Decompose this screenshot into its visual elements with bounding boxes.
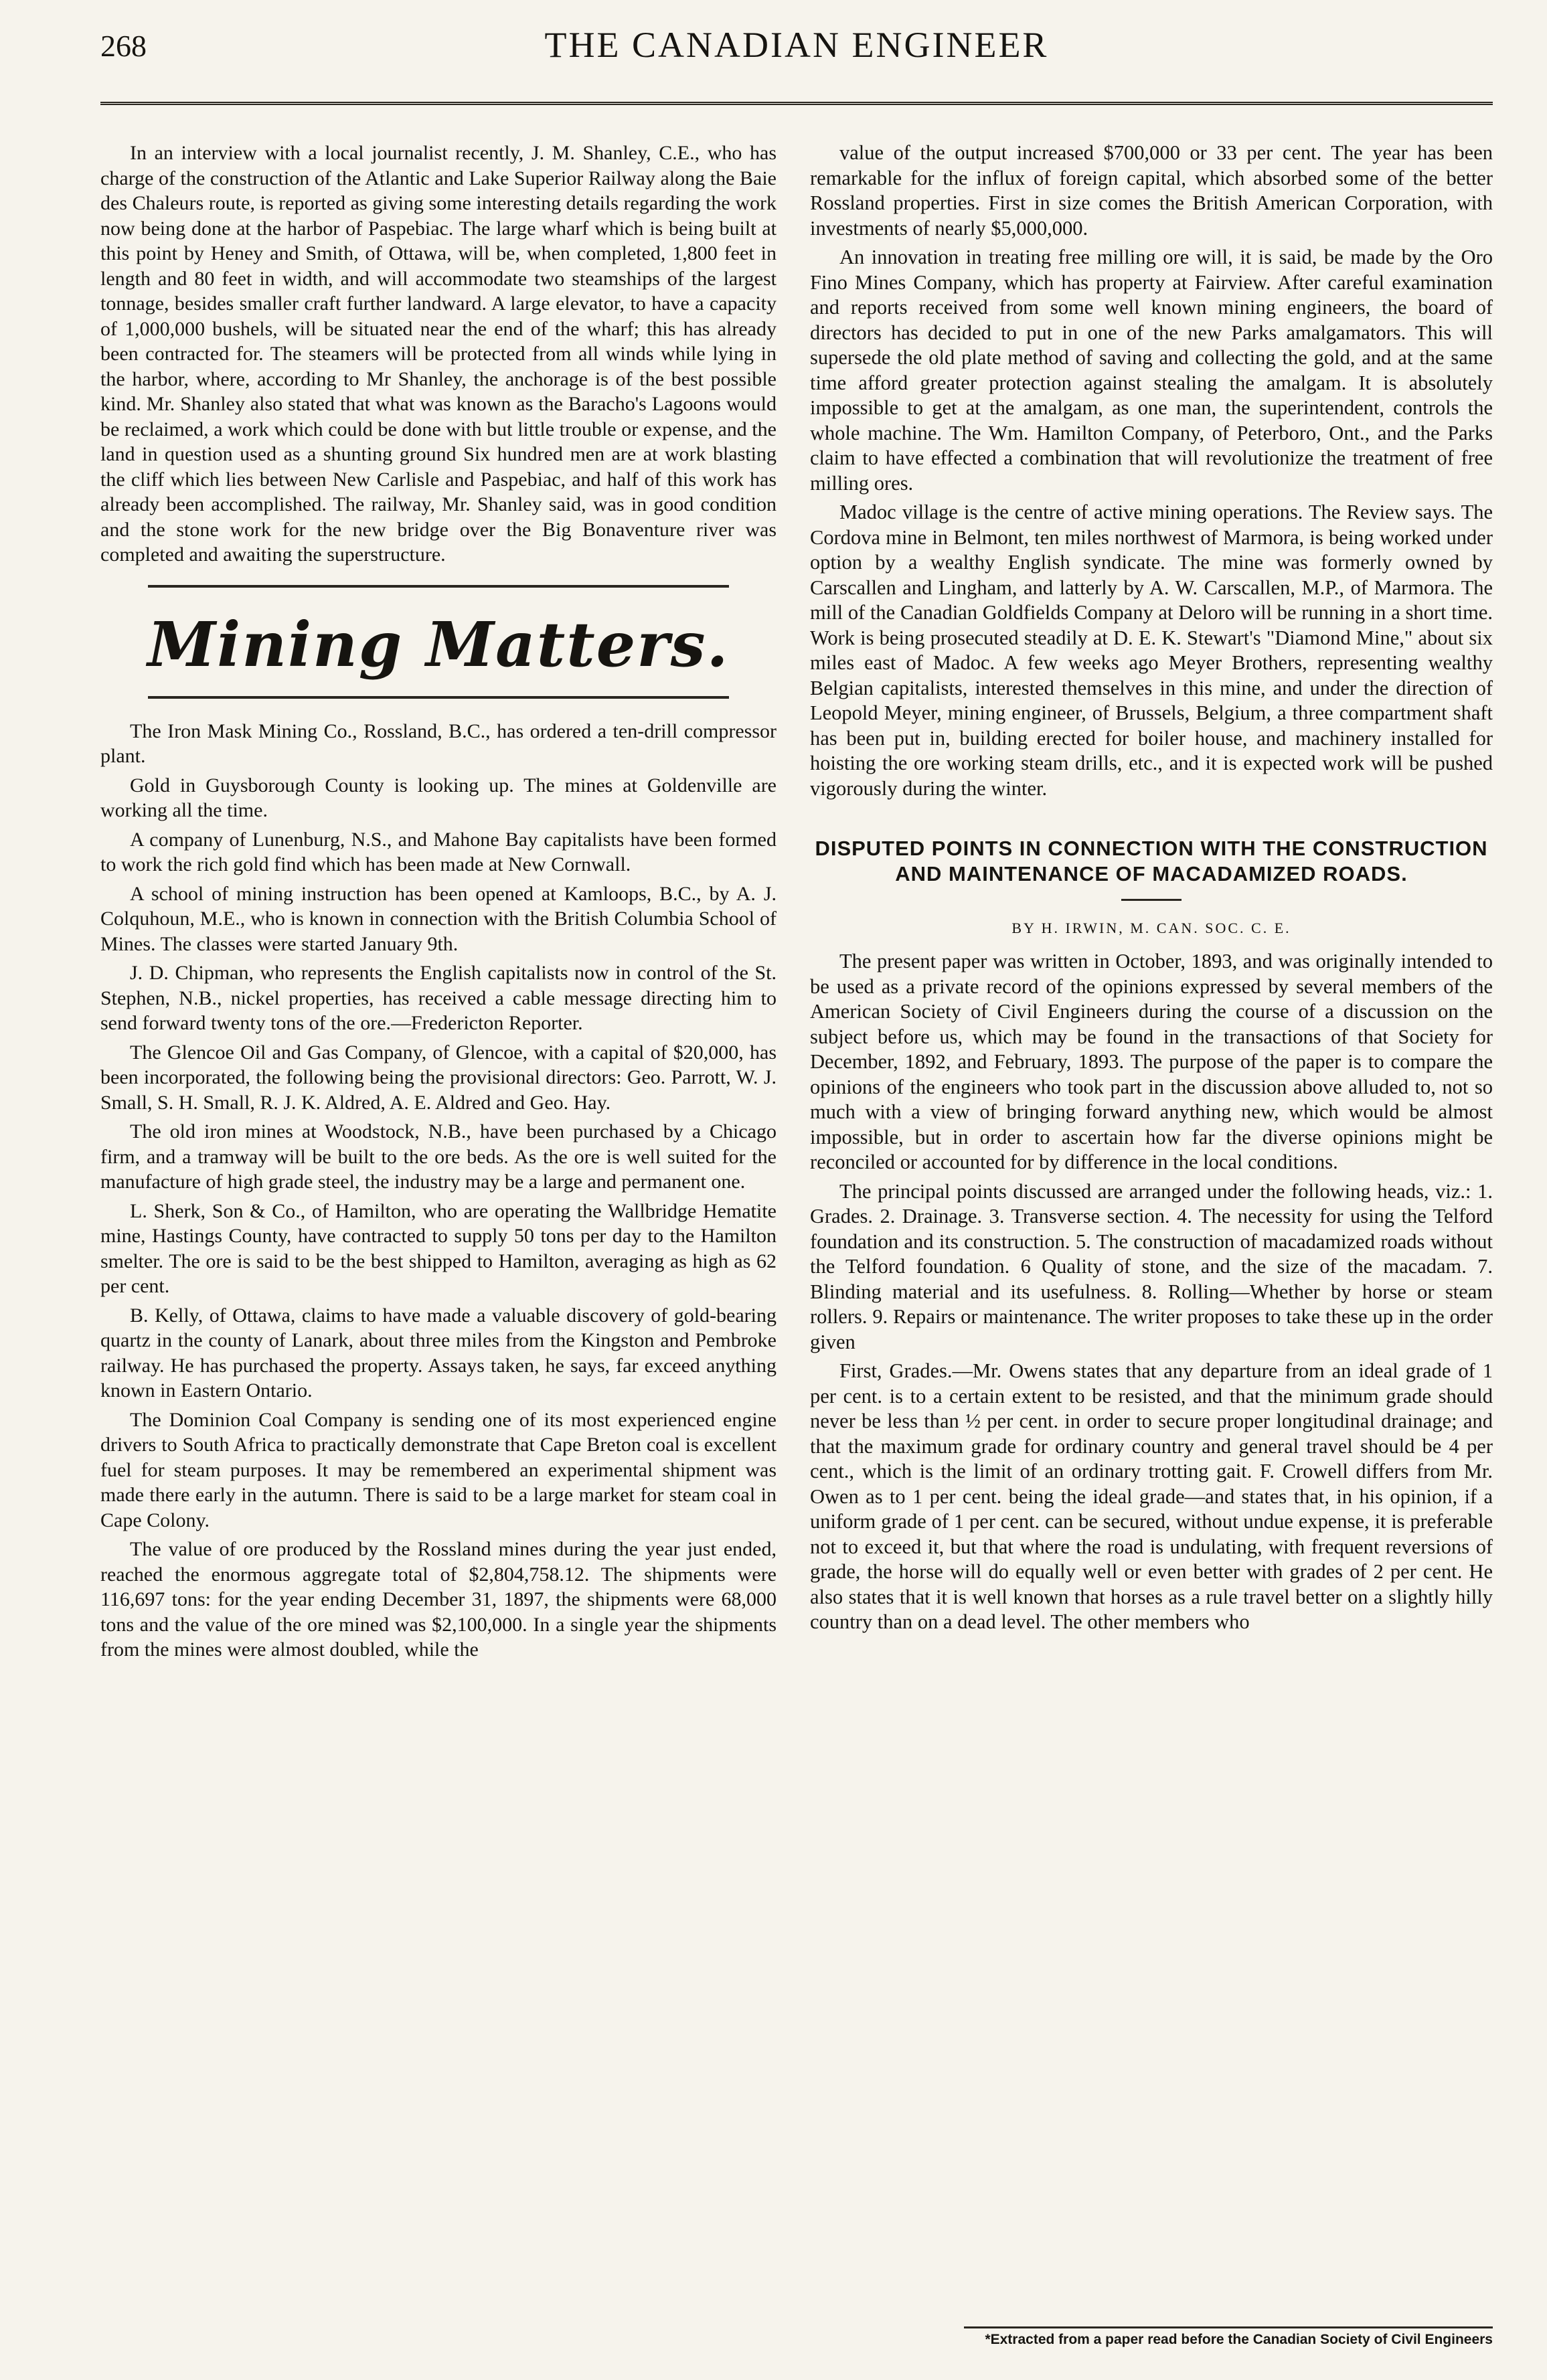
left-column — [100, 141, 777, 1667]
news-paragraph: The old iron mines at Woodstock, N.B., have been purchased by a Chicago firm, and a tramway will be built to the ore beds. As the ore is well suited for the manufacture of high grade steel, the industry may be a large and permanent one. — [100, 1120, 777, 1193]
news-paragraph: J. D. Chipman, who represents the English capitalists now in control of the St. Stephen, N.B., nickel properties, has received a cable message directing him to send forward twenty tons of the ore.—Fredericton Reporter. — [100, 962, 777, 1034]
title-rule — [1121, 899, 1182, 901]
article-paragraph: The principal points discussed are arranged under the following heads, viz.: 1. Grades. 2. Drainage. 3. Transverse section. 4. The necessity for using the Telford foundation and its construction. 5. The construction of macadamized roads without the Telford foundation. 6 Quality of stone, and the size of the macadam. 7. Blinding material and its usefulness. 8. Rolling—Whether by horse or steam rollers. 9. Repairs or maintenance. The writer proposes to take these up in the order given — [810, 1179, 1493, 1353]
footnote: *Extracted from a paper read before the Canadian Society of Civil Engineers — [985, 2332, 1493, 2347]
section-heading: Mining Matters. — [147, 608, 730, 681]
intro-paragraph: In an interview with a local journalist recently, J. M. Shanley, C.E., who has charge of the construction of the Atlantic and Lake Superior Railway along the Baie des Chaleurs route, is reported as giving some interesting details regarding the work now being done at the harbor of Paspebiac. The large wharf which is being built at this point by Heney and Smith, of Ottawa, will be, when completed, 1,800 feet in length and 80 feet in width, and will accommodate two steamships of the largest tonnage, besides smaller craft further landward. A large elevator, to have a capacity of 1,000,000 bushels, will be situated near the end of the wharf; this has already been contracted for. The steamers will be protected from all winds while lying in the harbor, where, according to Mr Shanley, the anchorage is of the best possible kind. Mr. Shanley also stated that what was known as the Baracho's Lagoons would be reclaimed, a work which could be done with but little trouble or expense, and the land in question used as a shunting ground Six hundred men are at work blasting the cliff which lies between New Carlisle and Paspebiac, and half of this work has already been accomplished. The railway, Mr. Shanley said, was in good condition and the stone work for the new bridge over the Big Bonaventure river was completed and awaiting the superstructure. — [100, 142, 777, 566]
page-header — [100, 24, 1493, 71]
news-paragraph: A school of mining instruction has been opened at Kamloops, B.C., by A. J. Colquhoun, M.E., who is known in connection with the British Columbia School of Mines. The classes were started January 9th. — [100, 882, 777, 955]
news-paragraph: The Dominion Coal Company is sending one of its most experienced engine drivers to South Africa to practically demonstrate that Cape Breton coal is excellent fuel for steam purposes. It may be remembered an experimental shipment was made there early in the autumn. There is said to be a large market for steam coal in Cape Colony. — [100, 1408, 777, 1531]
news-paragraph: The Glencoe Oil and Gas Company, of Glencoe, with a capital of $20,000, has been incorporated, the following being the provisional directors: Geo. Parrott, W. J. Small, S. H. Small, R. J. K. Aldred, A. E. Aldred and Geo. Hay. — [100, 1041, 777, 1114]
news-paragraph: value of the output increased $700,000 or 33 per cent. The year has been remarkable for the influx of foreign capital, which absorbed some of the better Rossland properties. First in size comes the British American Corporation, with investments of nearly $5,000,000. — [810, 141, 1493, 240]
news-paragraph: An innovation in treating free milling ore will, it is said, be made by the Oro Fino Mines Company, which has property at Fairview. After careful examination and reports received from some well known mining engineers, the board of directors has decided to put in one of the new Parks amalgamators. This will supersede the old plate method of saving and collecting the gold, and at the same time afford greater protection against stealing the amalgam. It is absolutely impossible to get at the amalgam, as one man, the superintendent, controls the whole machine. The Wm. Hamilton Company, of Peterboro, Ont., and the Parks claim to have effected a combination that will revolutionize the treatment of free milling ores. — [810, 246, 1493, 495]
header-rule-left — [100, 102, 810, 105]
right-column — [810, 141, 1493, 1639]
article-paragraph: The present paper was written in October, 1893, and was originally intended to be used as a private record of the opinions expressed by several members of the American Society of Civil Engineers during the course of a discussion on the subject before us, which may be found in the transactions of that Society for December, 1892, and February, 1893. The purpose of the paper is to compare the opinions of the engineers who took part in the discussion above alluded to, not so much with a view of bringing forward anything new, which would be almost impossible, but in order to ascertain how far the diverse opinions might be reconciled or accounted for by difference in the local conditions. — [810, 950, 1493, 1173]
footnote-rule — [964, 2326, 1493, 2328]
article-title: DISPUTED POINTS IN CONNECTION WITH THE CONSTRUCTION AND MAINTENANCE OF MACADAMIZED ROADS. — [815, 837, 1488, 885]
news-paragraph: L. Sherk, Son & Co., of Hamilton, who are operating the Wallbridge Hematite mine, Hastings County, have contracted to supply 50 tons per day to the Hamilton smelter. The ore is said to be the best shipped to Hamilton, averaging as high as 62 per cent. — [100, 1199, 777, 1297]
section-divider — [148, 696, 730, 699]
page-number: 268 — [100, 29, 147, 63]
news-paragraph: A company of Lunenburg, N.S., and Mahone Bay capitalists have been formed to work the rich gold find which has been made at New Cornwall. — [100, 828, 777, 875]
header-rule-right — [810, 102, 1493, 105]
news-paragraph: The value of ore produced by the Rossland mines during the year just ended, reached the enormous aggregate total of $2,804,758.12. The shipments were 116,697 tons: for the year ending December 31, 1897, the shipments were 68,000 tons and the value of the ore mined was $2,100,000. In a single year the shipments from the mines were almost doubled, while the — [100, 1538, 777, 1661]
news-paragraph: The Iron Mask Mining Co., Rossland, B.C., has ordered a ten-drill compressor plant. — [100, 719, 777, 767]
news-paragraph: B. Kelly, of Ottawa, claims to have made a valuable discovery of gold-bearing quartz in the county of Lanark, about three miles from the Kingston and Pembroke railway. He has purchased the property. Assays taken, he says, far exceed anything known in Eastern Ontario. — [100, 1304, 777, 1401]
journal-title: THE CANADIAN ENGINEER — [544, 25, 1049, 65]
news-paragraph: Gold in Guysborough County is looking up. The mines at Goldenville are working all the time. — [100, 774, 777, 821]
section-divider — [148, 585, 730, 588]
article-paragraph: First, Grades.—Mr. Owens states that any departure from an ideal grade of 1 per cent. is to a certain extent to be resisted, and that the minimum grade should never be less than ½ per cent. in order to secure proper longitudinal drainage; and that the maximum grade for ordinary country and general travel should be 4 per cent., which is the limit of an ordinary trotting gait. F. Crowell differs from Mr. Owen as to 1 per cent. being the ideal grade—and states that, in his opinion, if a uniform grade of 1 per cent. can be secured, without undue expense, it is preferable not to exceed it, but that where the road is undulating, with frequent reversions of grade, the horse will do equally well or even better with grades of 2 per cent. He also states that it is well known that horses as a rule travel better on a slightly hilly country than on a dead level. The other members who — [810, 1359, 1493, 1633]
news-paragraph: Madoc village is the centre of active mining operations. The Review says. The Cordova mine in Belmont, ten miles northwest of Marmora, is being worked under option by a wealthy English syndicate. The mine was formerly owned by Carscallen and Lingham, and latterly by A. W. Carscallen, M.P., of Marmora. The mill of the Canadian Goldfields Company at Deloro will be running in a short time. Work is being prosecuted steadily at D. E. K. Stewart's "Diamond Mine," about six miles east of Madoc. A few weeks ago Meyer Brothers, representing wealthy Belgian capitalists, interested themselves in this mine, and under the direction of Leopold Meyer, mining engineer, of Brussels, Belgium, a three compartment shaft has been put in, building erected for boiler house, and machinery installed for hoisting the ore working steam drills, etc., and it is expected work will be pushed vigorously during the winter. — [810, 501, 1493, 800]
article-byline: BY H. IRWIN, M. CAN. SOC. C. E. — [1011, 920, 1291, 936]
